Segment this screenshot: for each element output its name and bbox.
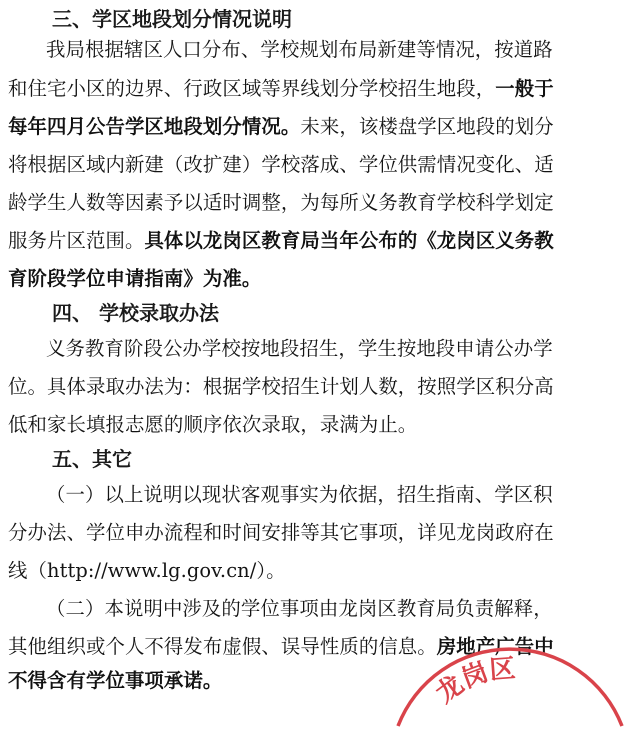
section-5-p1-line-3: 线（http://www.lg.gov.cn/）。 (8, 559, 286, 582)
bold-text: 育阶段学位申请指南》为准。 (8, 267, 262, 290)
seal-text: 龙岗区 (430, 653, 517, 710)
section-4-line-2: 位。具体录取办法为：根据学校招生计划人数，按照学区积分高 (8, 375, 554, 398)
section-3-heading: 三、学区地段划分情况说明 (52, 7, 292, 31)
bold-text: 房地产广告中 (436, 635, 554, 658)
section-5-p1-line-1: （一）以上说明以现状客观事实为依据，招生指南、学区积 (46, 483, 553, 506)
bold-text: 不得含有学位事项承诺。 (8, 669, 223, 692)
section-4-line-3: 低和家长填报志愿的顺序依次录取，录满为止。 (8, 413, 418, 436)
section-3-line-5: 龄学生人数等因素予以适时调整，为每所义务教育学校科学划定 (8, 191, 554, 214)
section-5-p2-line-2: 其他组织或个人不得发布虚假、误导性质的信息。房地产广告中 (8, 635, 554, 658)
section-3-line-2: 和住宅小区的边界、行政区域等界线划分学校招生地段，一般于 (8, 77, 554, 100)
section-4-line-1: 义务教育阶段公办学校按地段招生，学生按地段申请公办学 (46, 337, 553, 360)
section-4-heading: 四、 学校录取办法 (52, 301, 219, 325)
section-3-line-1: 我局根据辖区人口分布、学校规划布局新建等情况，按道路 (46, 38, 553, 61)
section-3-line-3: 每年四月公告学区地段划分情况。未来，该楼盘学区地段的划分 (8, 115, 554, 138)
bold-text: 一般于 (495, 77, 554, 100)
section-5-p2-line-3 (8, 668, 630, 694)
section-5-p2-line-1: （二）本说明中涉及的学位事项由龙岗区教育局负责解释， (46, 597, 553, 620)
section-5-p1-line-2: 分办法、学位申办流程和时间安排等其它事项，详见龙岗政府在 (8, 521, 554, 544)
section-3-line-6: 服务片区范围。具体以龙岗区教育局当年公布的《龙岗区义务教 (8, 229, 554, 252)
bold-text: 每年四月公告学区地段划分情况。 (8, 115, 301, 138)
section-5-heading: 五、其它 (52, 447, 132, 471)
bold-text: 具体以龙岗区教育局当年公布的《龙岗区义务教 (144, 229, 554, 252)
section-3-line-7 (8, 266, 630, 292)
section-3-line-4: 将根据区域内新建（改扩建）学校落成、学位供需情况变化、适 (8, 153, 554, 176)
